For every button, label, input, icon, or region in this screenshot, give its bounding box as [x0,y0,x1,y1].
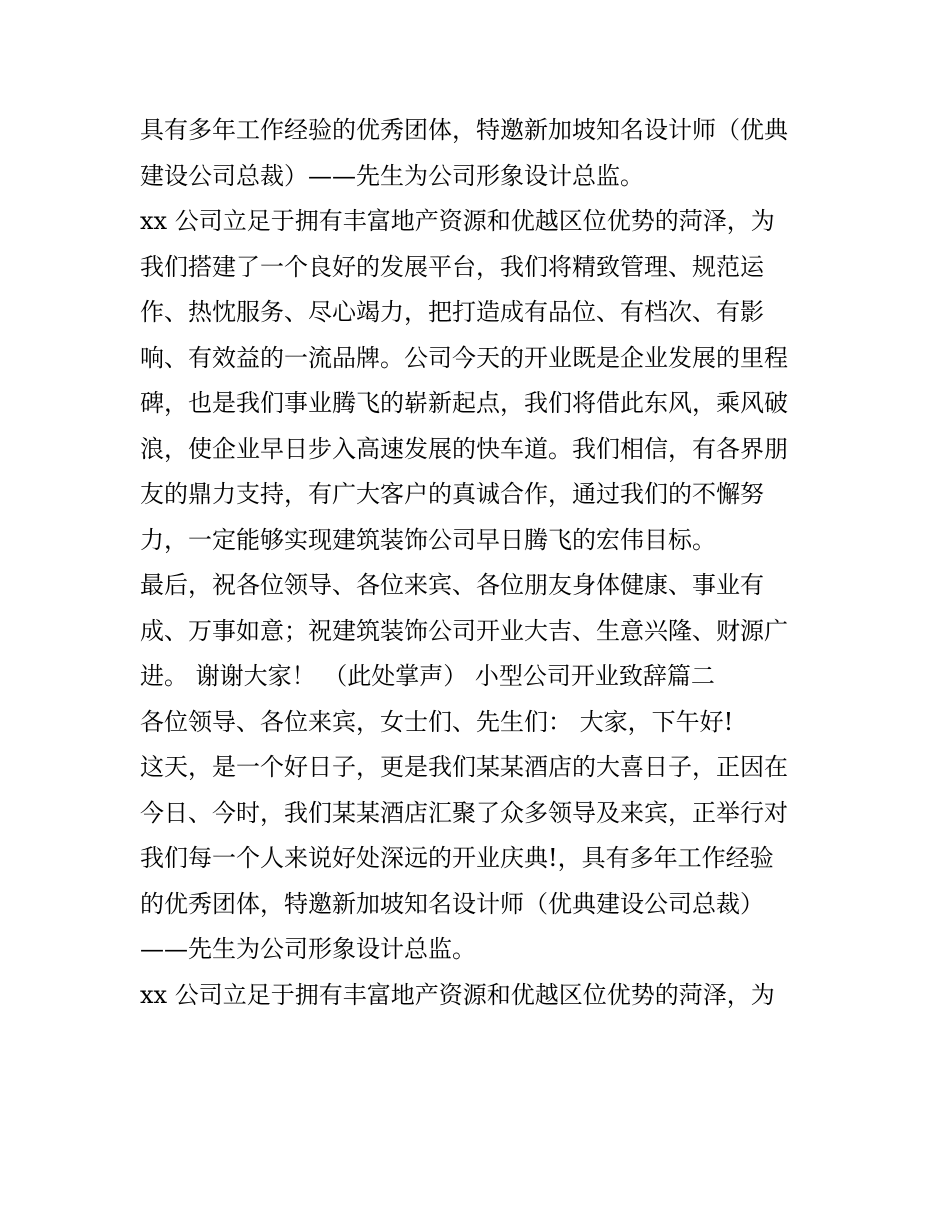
document-body [140,108,830,1018]
text-line: 友的鼎力支持，有广大客户的真诚合作，通过我们的不懈努 [140,480,764,508]
text-line: 具有多年工作经验的优秀团体，特邀新加坡知名设计师（优典 [140,116,788,144]
text-line: 响、有效益的一流品牌。公司今天的开业既是企业发展的里程 [140,343,788,372]
text-line: 我们搭建了一个良好的发展平台，我们将精致管理、规范运 [140,252,764,281]
text-line: 最后，祝各位领导、各位来宾、各位朋友身体健康、事业有 [140,571,764,599]
text-line: ——先生为公司形象设计总监。 [140,935,476,963]
text-line: 今日、今时，我们某某酒店汇聚了众多领导及来宾，正举行对 [140,798,788,827]
text-line: 各位领导、各位来宾，女士们、先生们： 大家，下午好! [140,707,734,736]
text-line: 碑，也是我们事业腾飞的崭新起点，我们将借此东风，乘风破 [140,389,788,417]
text-line: 浪，使企业早日步入高速发展的快车道。我们相信，有各界朋 [140,434,788,463]
text-line: 的优秀团体，特邀新加坡知名设计师（优典建设公司总裁） [140,889,764,918]
text-line: 进。 谢谢大家！ （此处掌声） 小型公司开业致辞篇二 [140,662,715,690]
text-line: 建设公司总裁）——先生为公司形象设计总监。 [140,161,644,190]
text-line: 我们每一个人来说好处深远的开业庆典!，具有多年工作经验 [140,844,774,872]
text-line: 作、热忱服务、尽心竭力，把打造成有品位、有档次、有影 [140,298,764,326]
text-line: 力，一定能够实现建筑装饰公司早日腾飞的宏伟目标。 [140,525,716,554]
text-line: xx 公司立足于拥有丰富地产资源和优越区位优势的菏泽，为 [140,980,775,1009]
text-line: xx 公司立足于拥有丰富地产资源和优越区位优势的菏泽，为 [140,207,775,235]
text-line: 这天，是一个好日子，更是我们某某酒店的大喜日子，正因在 [140,753,788,781]
text-line: 成、万事如意；祝建筑装饰公司开业大吉、生意兴隆、财源广 [140,616,788,645]
